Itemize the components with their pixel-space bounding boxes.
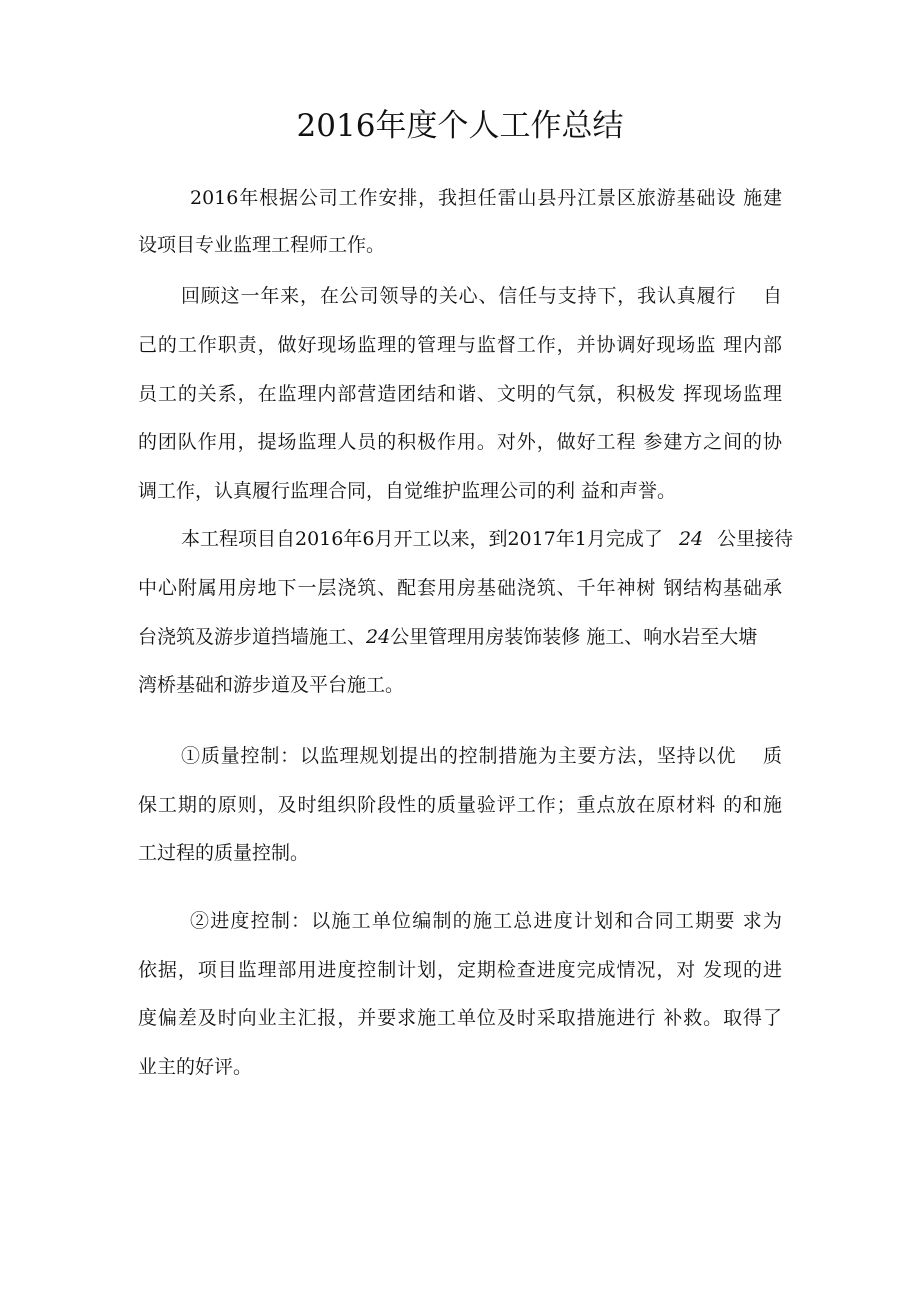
paragraph-3-line-3 — [138, 622, 782, 652]
paragraph-3-line-2: 中心附属用房地下一层浇筑、配套用房基础浇筑、千年神树 钢结构基础承 — [138, 577, 782, 599]
paragraph-5-line-3: 度偏差及时向业主汇报，并要求施工单位及时采取措施进行 补救。取得了 — [138, 1007, 782, 1029]
paragraph-5-line-4: 业主的好评。 — [138, 1056, 253, 1078]
paragraph-1-line-2: 设项目专业监理工程师工作。 — [138, 234, 386, 256]
paragraph-2-line-5: 调工作，认真履行监理合同，自觉维护监理公司的利 益和声誉。 — [138, 480, 677, 502]
paragraph-3-line-3-text-b: 公里管理用房装饰装修 施工、响水岩至大塘 — [390, 626, 758, 648]
paragraph-3-line-3-text-a: 台浇筑及游步道挡墙施工、 — [138, 626, 367, 648]
paragraph-3-line-1-number: 24 — [678, 528, 704, 550]
paragraph-3-line-1 — [181, 524, 794, 554]
paragraph-2-line-4: 的团队作用，提场监理人员的积极作用。对外，做好工程 参建方之间的协 — [138, 431, 782, 453]
paragraph-5-line-1: ②进度控制：以施工单位编制的施工总进度计划和合同工期要 求为 — [190, 910, 782, 932]
paragraph-1-line-1: 2016年根据公司工作安排，我担任雷山县丹江景区旅游基础设 施建 — [190, 187, 782, 209]
paragraph-2-line-1: 回顾这一年来，在公司领导的关心、信任与支持下，我认真履行 自 — [181, 285, 782, 307]
document-title: 2016年度个人工作总结 — [296, 108, 624, 144]
paragraph-3-line-1-text-a: 本工程项目自2016年6月开工以来，到2017年1月完成了 — [181, 528, 663, 550]
paragraph-3-line-3-number: 24 — [366, 626, 391, 648]
paragraph-2-line-3: 员工的关系，在监理内部营造团结和谐、文明的气氛，积极发 挥现场监理 — [138, 383, 782, 405]
paragraph-3-line-4: 湾桥基础和游步道及平台施工。 — [138, 674, 405, 696]
paragraph-4-line-1: ①质量控制：以监理规划提出的控制措施为主要方法，坚持以优 质 — [181, 745, 782, 767]
paragraph-4-line-3: 工过程的质量控制。 — [138, 842, 310, 864]
paragraph-3-line-1-text-b: 公里接待 — [717, 528, 794, 550]
paragraph-2-line-2: 己的工作职责，做好现场监理的管理与监督工作，并协调好现场监 理内部 — [138, 334, 782, 356]
paragraph-5-line-2: 依据，项目监理部用进度控制计划，定期检查进度完成情况，对 发现的进 — [138, 959, 782, 981]
paragraph-4-line-2: 保工期的原则，及时组织阶段性的质量验评工作；重点放在原材料 的和施 — [138, 794, 782, 816]
